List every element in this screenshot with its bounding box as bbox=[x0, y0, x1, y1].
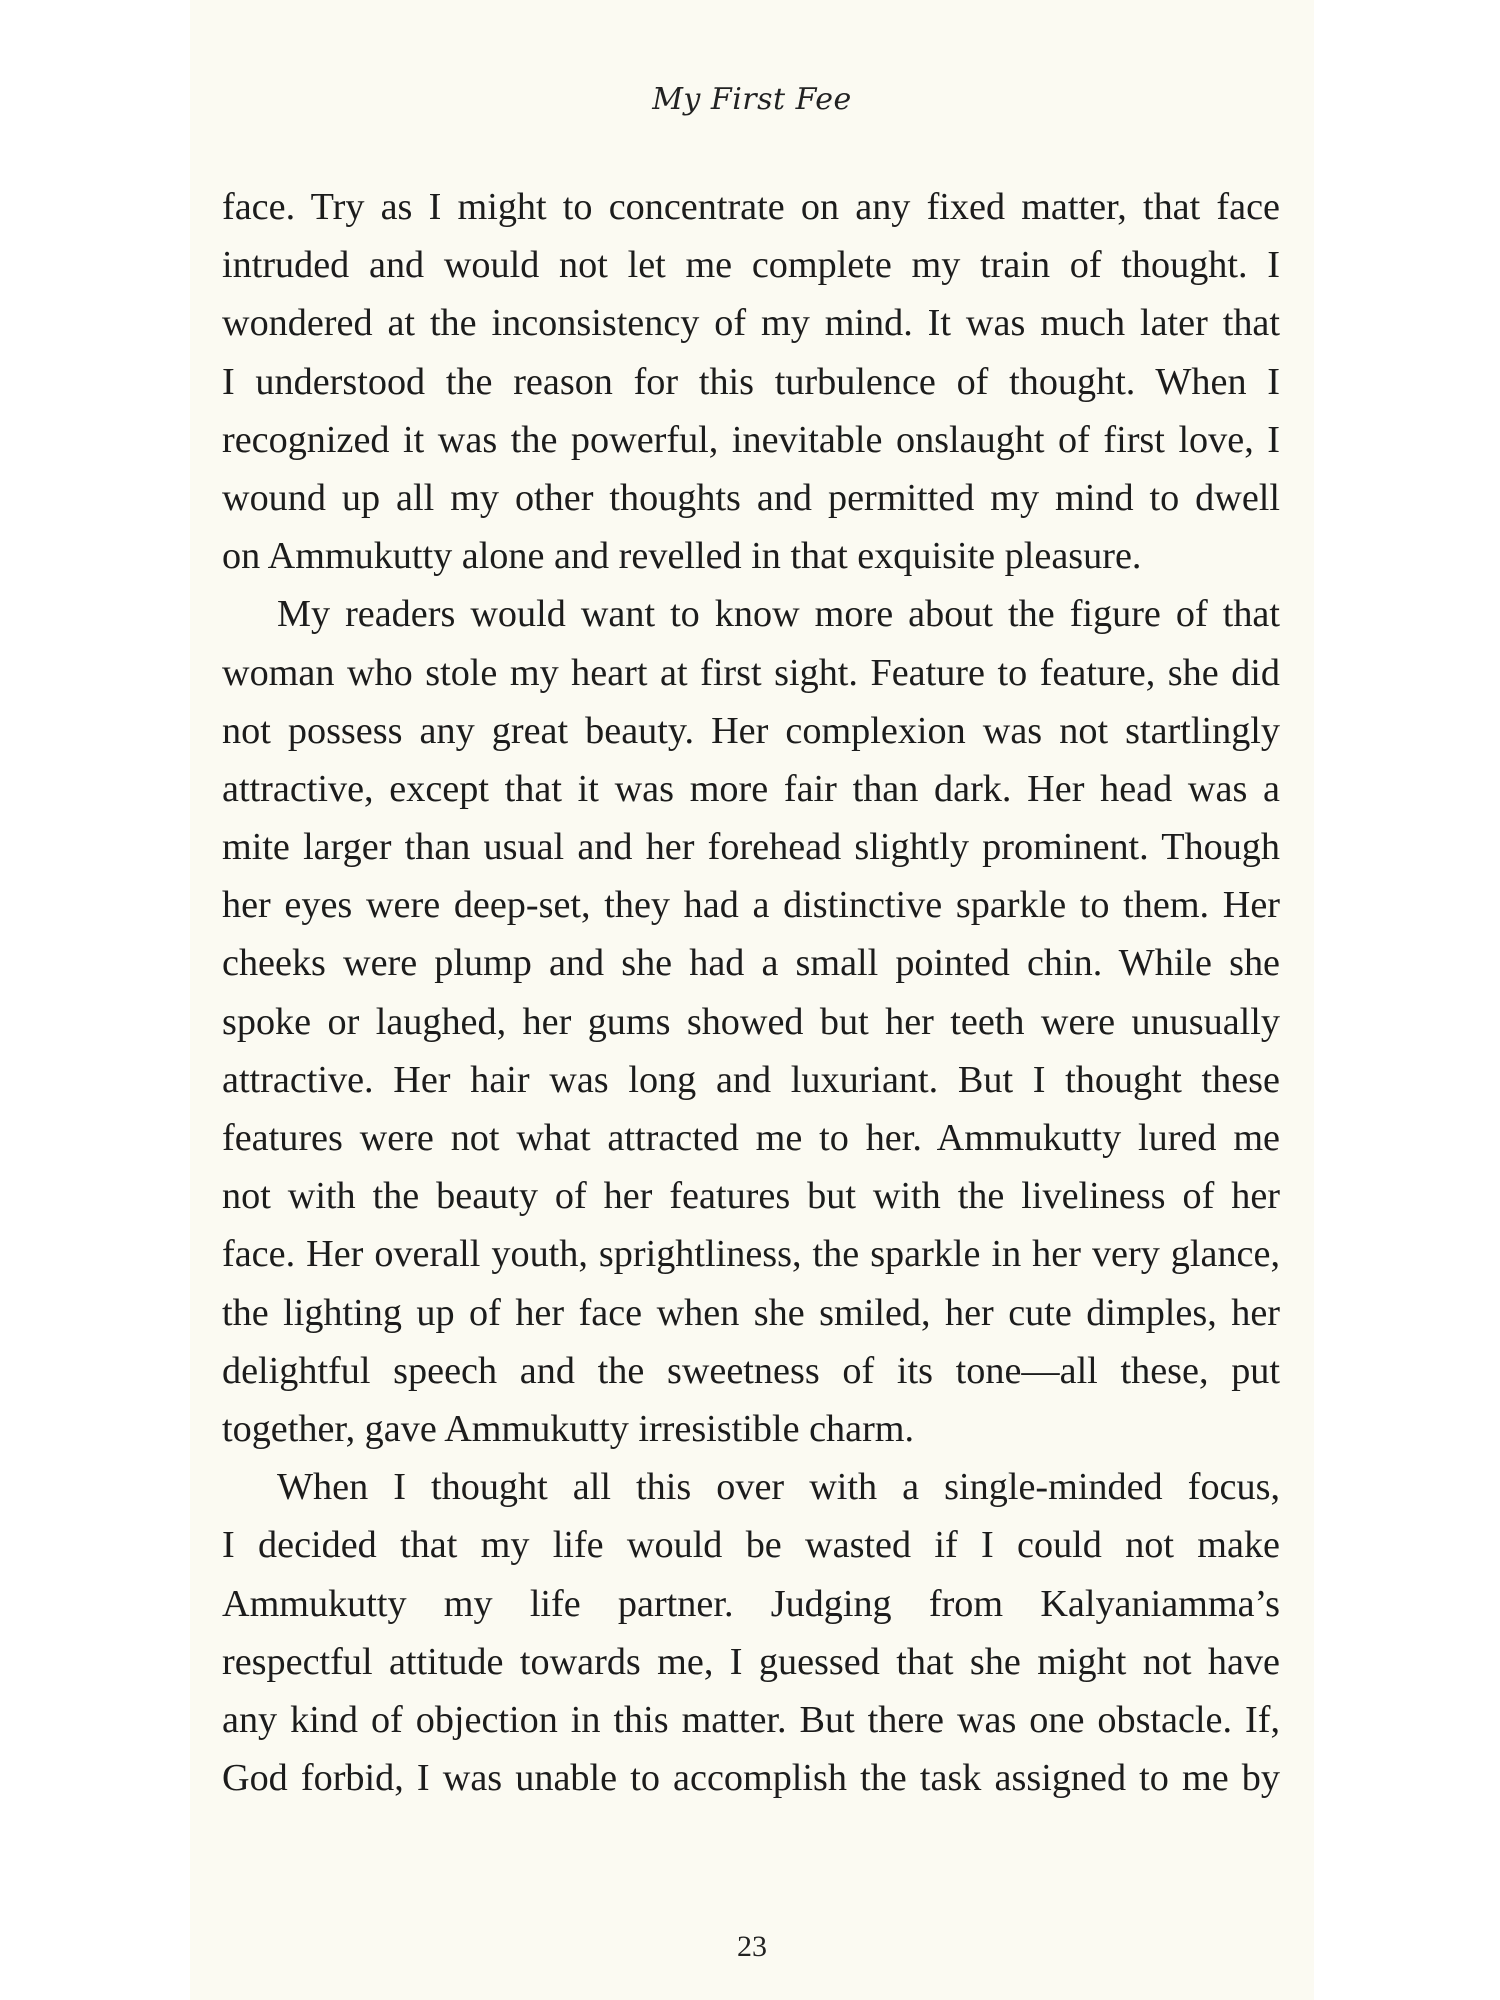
text-line: My readers would want to know more about the figure of that bbox=[277, 593, 1280, 636]
text-line: attractive, except that it was more fair than dark. Her head was a bbox=[222, 767, 1280, 810]
text-line: not possess any great beauty. Her complexion was not startlingly bbox=[222, 709, 1280, 752]
text-line: not with the beauty of her features but with the liveliness of her bbox=[222, 1175, 1280, 1218]
text-line: the lighting up of her face when she smiled, her cute dimples, her bbox=[222, 1291, 1280, 1334]
body-text bbox=[222, 178, 1280, 1807]
text-line: wondered at the inconsistency of my mind. It was much later that bbox=[222, 302, 1280, 345]
running-head: My First Fee bbox=[652, 82, 852, 117]
text-line: recognized it was the powerful, inevitable onslaught of first love, I bbox=[222, 418, 1280, 461]
book-page bbox=[190, 0, 1314, 2000]
text-line: on Ammukutty alone and revelled in that exquisite pleasure. bbox=[222, 535, 1142, 578]
text-line: wound up all my other thoughts and permitted my mind to dwell bbox=[222, 476, 1280, 519]
page-number: 23 bbox=[737, 1930, 767, 1963]
text-line: When I thought all this over with a single-minded focus, bbox=[277, 1466, 1280, 1509]
text-line: features were not what attracted me to her. Ammukutty lured me bbox=[222, 1117, 1280, 1159]
text-line: face. Her overall youth, sprightliness, the sparkle in her very glance, bbox=[222, 1233, 1280, 1276]
text-line: woman who stole my heart at first sight. Feature to feature, she did bbox=[222, 651, 1280, 694]
text-line: Ammukutty my life partner. Judging from Kalyaniamma’s bbox=[222, 1582, 1280, 1625]
text-line: spoke or laughed, her gums showed but her teeth were unusually bbox=[222, 1000, 1280, 1043]
text-line: face. Try as I might to concentrate on any fixed matter, that face bbox=[222, 186, 1280, 228]
text-line: any kind of objection in this matter. But there was one obstacle. If, bbox=[222, 1698, 1280, 1741]
text-line: together, gave Ammukutty irresistible charm. bbox=[222, 1407, 915, 1450]
text-line: cheeks were plump and she had a small pointed chin. While she bbox=[222, 942, 1280, 985]
text-line: intruded and would not let me complete my train of thought. I bbox=[222, 244, 1280, 287]
text-line: attractive. Her hair was long and luxuriant. But I thought these bbox=[222, 1058, 1280, 1101]
text-line: I understood the reason for this turbulence of thought. When I bbox=[222, 360, 1280, 403]
text-line: her eyes were deep-set, they had a distinctive sparkle to them. Her bbox=[222, 884, 1280, 927]
text-line: I decided that my life would be wasted if I could not make bbox=[222, 1524, 1280, 1567]
text-line: God forbid, I was unable to accomplish the task assigned to me by bbox=[222, 1757, 1280, 1800]
text-line: delightful speech and the sweetness of its tone—all these, put bbox=[222, 1349, 1280, 1392]
text-line: mite larger than usual and her forehead slightly prominent. Though bbox=[222, 826, 1280, 869]
text-line: respectful attitude towards me, I guessed that she might not have bbox=[222, 1640, 1280, 1683]
